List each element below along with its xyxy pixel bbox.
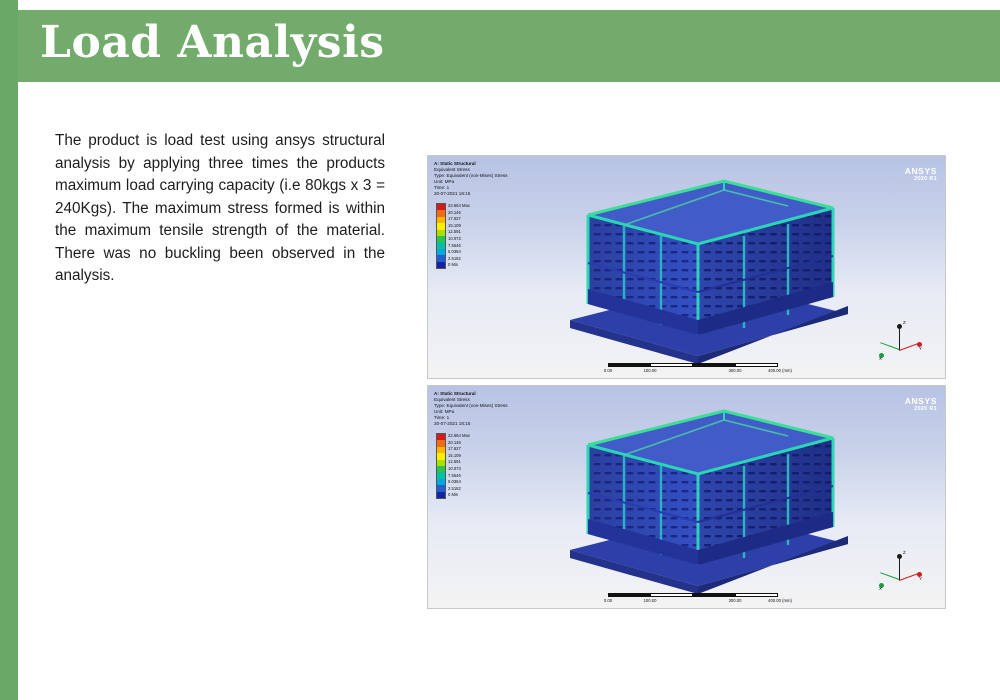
triad-label-z: Z [903,550,906,555]
figure-2-meta-line5: Time: 1 [434,415,450,420]
scale-segment [608,593,650,597]
stress-legend-labels-1 [448,203,470,269]
figure-2-metadata [434,391,508,427]
figure-2-meta-line4: Unit: MPa [434,409,455,414]
legend-label: 20.146 [448,439,461,445]
triad-axis-x [880,572,899,580]
ansys-figure-2 [427,385,946,609]
legend-label: 10.073 [448,236,461,242]
legend-swatch [437,262,445,268]
scale-segment [693,363,735,367]
figure-1-meta-line2: Equivalent Stress [434,167,470,172]
legend-label: 12.591 [448,229,461,235]
scale-segment [608,363,650,367]
left-accent-bar [0,0,18,700]
page-title: Load Analysis [40,17,385,68]
legend-label: 5.0364 [448,249,461,255]
triad-axis-x [880,342,899,350]
ansys-logo-version-2: 2020 R1 [914,406,937,412]
scale-segment [735,363,778,367]
ansys-logo-version-1: 2020 R1 [914,176,937,182]
scale-label: 100.00 [643,368,657,373]
scale-label: 100.00 [643,598,657,603]
scale-segment [650,363,693,367]
stress-legend-labels-2 [448,433,470,499]
legend-label: 0 Min [448,492,459,498]
figure-1-metadata [434,161,508,197]
legend-label: 15.109 [448,222,461,228]
stress-legend-colorbar-2 [436,433,446,499]
figure-1-meta-line6: 20-07-2021 18:15 [434,191,471,196]
legend-label: 15.109 [448,452,461,458]
scale-segment [693,593,735,597]
scale-segment [650,593,693,597]
stress-legend-2 [436,433,470,499]
scale-label: 300.00 [728,598,742,603]
legend-label: 5.0364 [448,479,461,485]
orientation-triad-1 [879,318,925,360]
legend-label: 17.627 [448,216,461,222]
legend-label: 22.664 Max [448,203,470,208]
figure-1-meta-line1: A: Static Structural [434,161,476,166]
scale-segment [735,593,778,597]
triad-axis-y [899,573,918,581]
scale-label: 400.00 (mm) [768,598,792,603]
figure-1-meta-line3: Type: Equivalent (von-Mises) Stress [434,173,508,178]
crate-model-render-2 [548,398,878,598]
figure-2-meta-line3: Type: Equivalent (von-Mises) Stress [434,403,508,408]
crate-model-render-1 [548,168,878,368]
legend-label: 7.5546 [448,472,461,478]
ansys-figure-1 [427,155,946,379]
body-paragraph: The product is load test using ansys structural analysis by applying three times the products maximum load carrying capacity (i.e 80kgs x 3 = 240Kgs). The maximum stress formed is within the maximum tensile strength of the material. There was no buckling been observed in the analysis. [55,132,385,284]
legend-label: 0 Min [448,262,459,268]
triad-label-x: X [879,586,882,591]
figure-2-meta-line1: A: Static Structural [434,391,476,396]
legend-label: 20.146 [448,209,461,215]
stress-legend-colorbar-1 [436,203,446,269]
legend-label: 10.073 [448,466,461,472]
ansys-logo-name-1: ANSYS [904,166,937,176]
legend-swatch [437,492,445,498]
legend-label: 2.5182 [448,255,461,261]
ansys-logo-name-2: ANSYS [904,396,937,406]
orientation-triad-2 [879,548,925,590]
stress-legend-1 [436,203,470,269]
triad-axis-z [899,328,900,350]
triad-label-z: Z [903,320,906,325]
scale-label: 0.00 [603,598,613,603]
figure-2-meta-line6: 20-07-2021 18:15 [434,421,471,426]
ansys-logo-2 [905,396,937,412]
figure-2-meta-line2: Equivalent Stress [434,397,470,402]
triad-node-z [897,554,902,559]
legend-label: 2.5182 [448,485,461,491]
scale-bar-2 [603,593,792,603]
ansys-logo-1 [905,166,937,182]
scale-label: 400.00 (mm) [768,368,792,373]
figure-1-meta-line4: Unit: MPa [434,179,455,184]
triad-node-z [897,324,902,329]
triad-label-x: X [879,356,882,361]
triad-label-y: Y [919,346,922,351]
legend-label: 22.664 Max [448,433,470,438]
legend-label: 17.627 [448,446,461,452]
scale-bar-1 [603,363,792,373]
scale-label: 0.00 [603,368,613,373]
scale-label: 300.00 [728,368,742,373]
figure-1-meta-line5: Time: 1 [434,185,450,190]
legend-label: 7.5546 [448,242,461,248]
legend-label: 12.591 [448,459,461,465]
scale-bar-ticks-2 [603,593,792,603]
triad-label-y: Y [919,576,922,581]
triad-axis-z [899,558,900,580]
scale-bar-ticks-1 [603,363,792,373]
triad-axis-y [899,343,918,351]
